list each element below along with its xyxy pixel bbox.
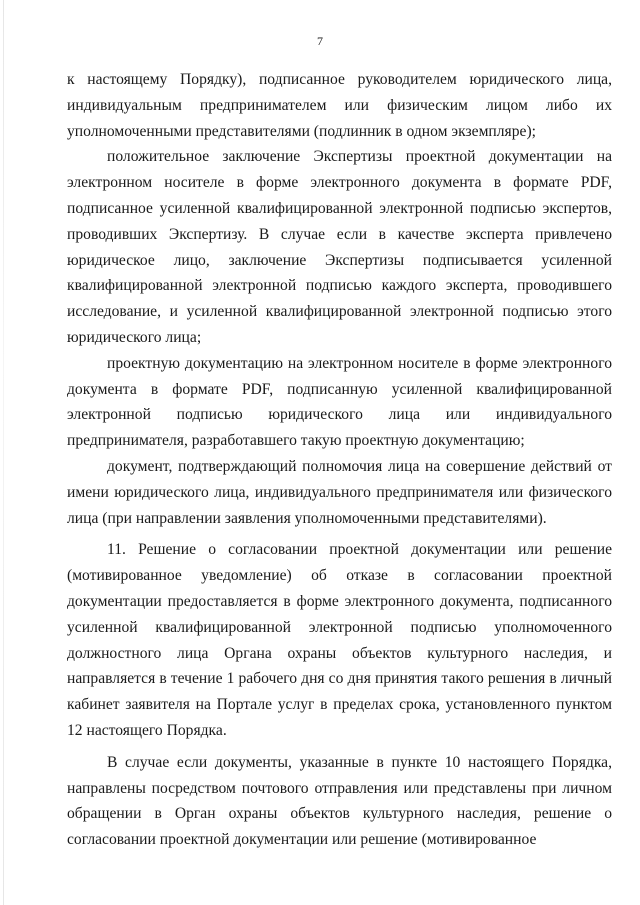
paragraph-clause-11: 11. Решение о согласовании проектной документации или решение (мотивированное уведомление) об отказе в согласовании проектной документации предоставляется в форме электронного документа, подписанного усиленной квалифицированной электронной подписью уполномоченного должностного лица Органа охраны объектов культурного наследия, и направляется в течение 1 рабочего дня со дня принятия такого решения в личный кабинет заявителя на Портале услуг в пределах срока, установленного пунктом 12 настоящего Порядка. xyxy=(67,541,612,739)
page-number: 7 xyxy=(317,34,323,48)
paragraph-authority-document: документ, подтверждающий полномочия лица на совершение действий от имени юридического лица, индивидуального предпринимателя или физического лица (при направлении заявления уполномоченными представителями). xyxy=(67,457,612,527)
paragraph-project-documentation: проектную документацию на электронном носителе в форме электронного документа в формате PDF, подписанную усиленной квалифицированной электронной подписью юридического лица или индивидуального предпринимателя, разработавшего такую проектную документацию; xyxy=(67,354,612,450)
paragraph-continuation: к настоящему Порядку), подписанное руководителем юридического лица, индивидуальным предпринимателем или физическим лицом либо их уполномоченными представителями (подлинник в одном экземпляре); xyxy=(67,71,612,140)
scan-edge-line xyxy=(3,0,4,905)
paragraph-expert-conclusion: положительное заключение Экспертизы проектной документации на электронном носителе в форме электронного документа в формате PDF, подписанное усиленной квалифицированной электронной подписью экспертов, проводивших Экспертизу. В случае если в качестве эксперта привлечено юридическое лицо, заключение Экспертизы подписывается усиленной квалифицированной электронной подписью каждого эксперта, проводившего исследование, и усиленной квалифицированной электронной подписью этого юридического лица; xyxy=(67,148,612,346)
document-body xyxy=(67,67,612,853)
paragraph-postal-case: В случае если документы, указанные в пункте 10 настоящего Порядка, направлены посредством почтового отправления или представлены при личном обращении в Орган охраны объектов культурного наследия, решение о согласовании проектной документации или решение (мотивированное xyxy=(67,753,612,849)
